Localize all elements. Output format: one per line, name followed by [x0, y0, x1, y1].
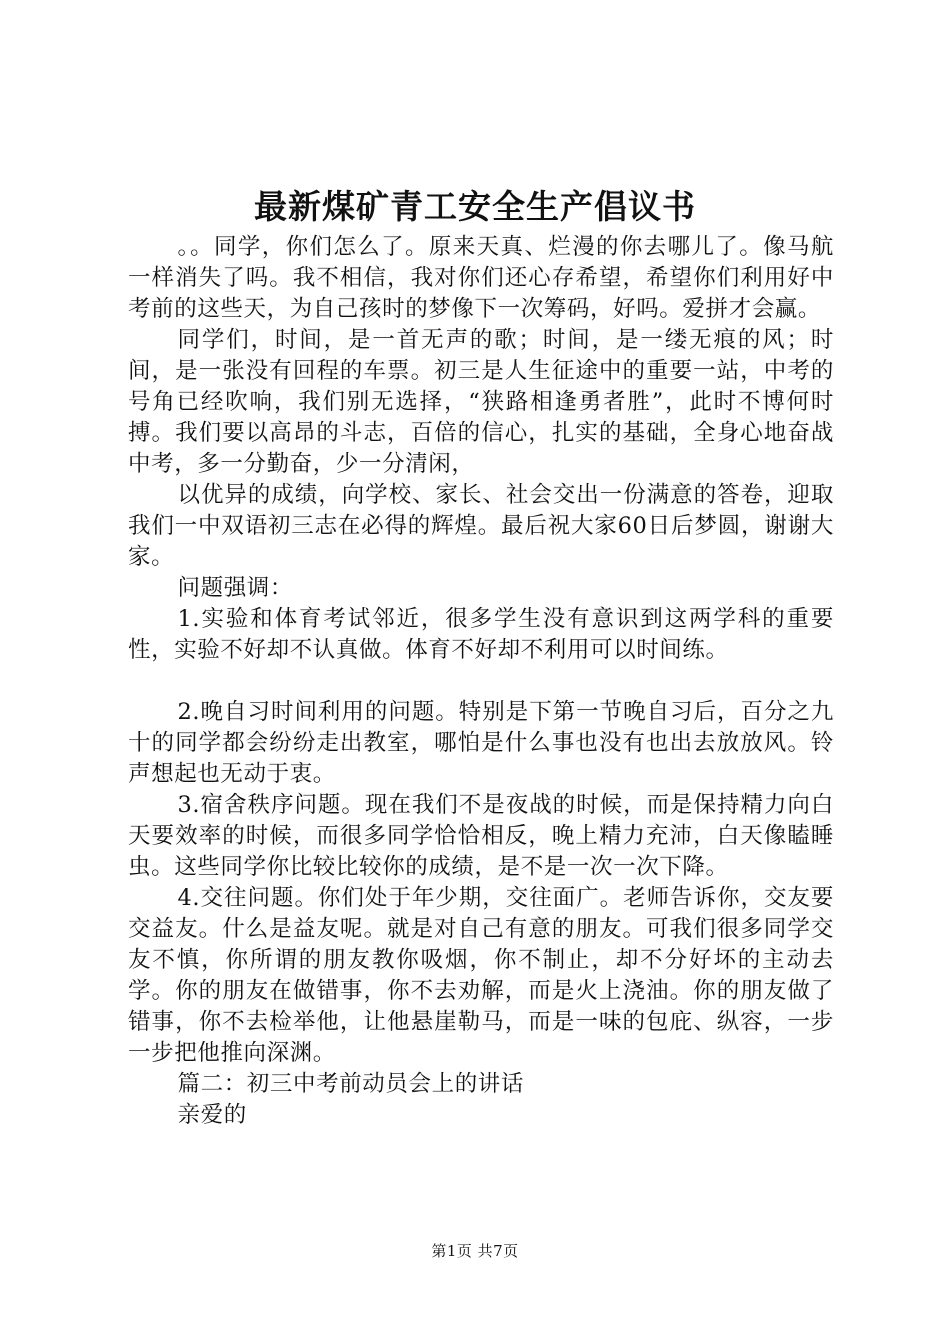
paragraph-salutation: 亲爱的 [177, 1102, 247, 1128]
paragraph-issue-2: 2.晚自习时间利用的问题。特别是下第一节晚自习后，百分之九十的同学都会纷纷走出教室，哪怕是什么事也没有也出去放放风。铃声想起也无动于衷。 [128, 699, 834, 787]
paragraph-time: 同学们，时间，是一首无声的歌；时间，是一缕无痕的风；时间，是一张没有回程的车票。初三是人生征途中的重要一站，中考的号角已经吹响，我们别无选择，“狭路相逢勇者胜”，此时不博何时搏。我们要以高昂的斗志，百倍的信心，扎实的基础，全身心地奋战中考，多一分勤奋，少一分清闲， [128, 327, 834, 477]
paragraph-issue-1: 1.实验和体育考试邻近，很多学生没有意识到这两学科的重要性，实验不好却不认真做。体育不好却不利用可以时间练。 [128, 606, 834, 663]
paragraph-issue-4: 4.交往问题。你们处于年少期，交往面广。老师告诉你，交友要交益友。什么是益友呢。就是对自己有意的朋友。可我们很多同学交友不慎，你所谓的朋友教你吸烟，你不制止，却不分好坏的主动去学。你的朋友在做错事，你不去劝解，而是火上浇油。你的朋友做了错事，你不去检举他，让他悬崖勒马，而是一味的包庇、纵容，一步一步把他推向深渊。 [128, 885, 834, 1066]
paragraph-closing: 以优异的成绩，向学校、家长、社会交出一份满意的答卷，迎取我们一中双语初三志在必得的辉煌。最后祝大家60日后梦圆，谢谢大家。 [128, 482, 834, 570]
document-title: 最新煤矿青工安全生产倡议书 [254, 187, 696, 226]
document-body [128, 232, 834, 1131]
paragraph-issues-heading: 问题强调： [177, 575, 294, 601]
page-footer: 第1页 共7页 [431, 1242, 519, 1260]
paragraph-intro: 。。同学，你们怎么了。原来天真、烂漫的你去哪儿了。像马航一样消失了吗。我不相信，我对你们还心存希望，希望你们利用好中考前的这些天，为自己孩时的梦像下一次筹码，好吗。爱拼才会赢。 [128, 234, 834, 322]
paragraph-issue-3: 3.宿舍秩序问题。现在我们不是夜战的时候，而是保持精力向白天要效率的时候，而很多同学恰恰相反，晚上精力充沛，白天像瞌睡虫。这些同学你比较比较你的成绩，是不是一次一次下降。 [128, 792, 834, 880]
paragraph-section-two-heading: 篇二：初三中考前动员会上的讲话 [177, 1071, 525, 1097]
